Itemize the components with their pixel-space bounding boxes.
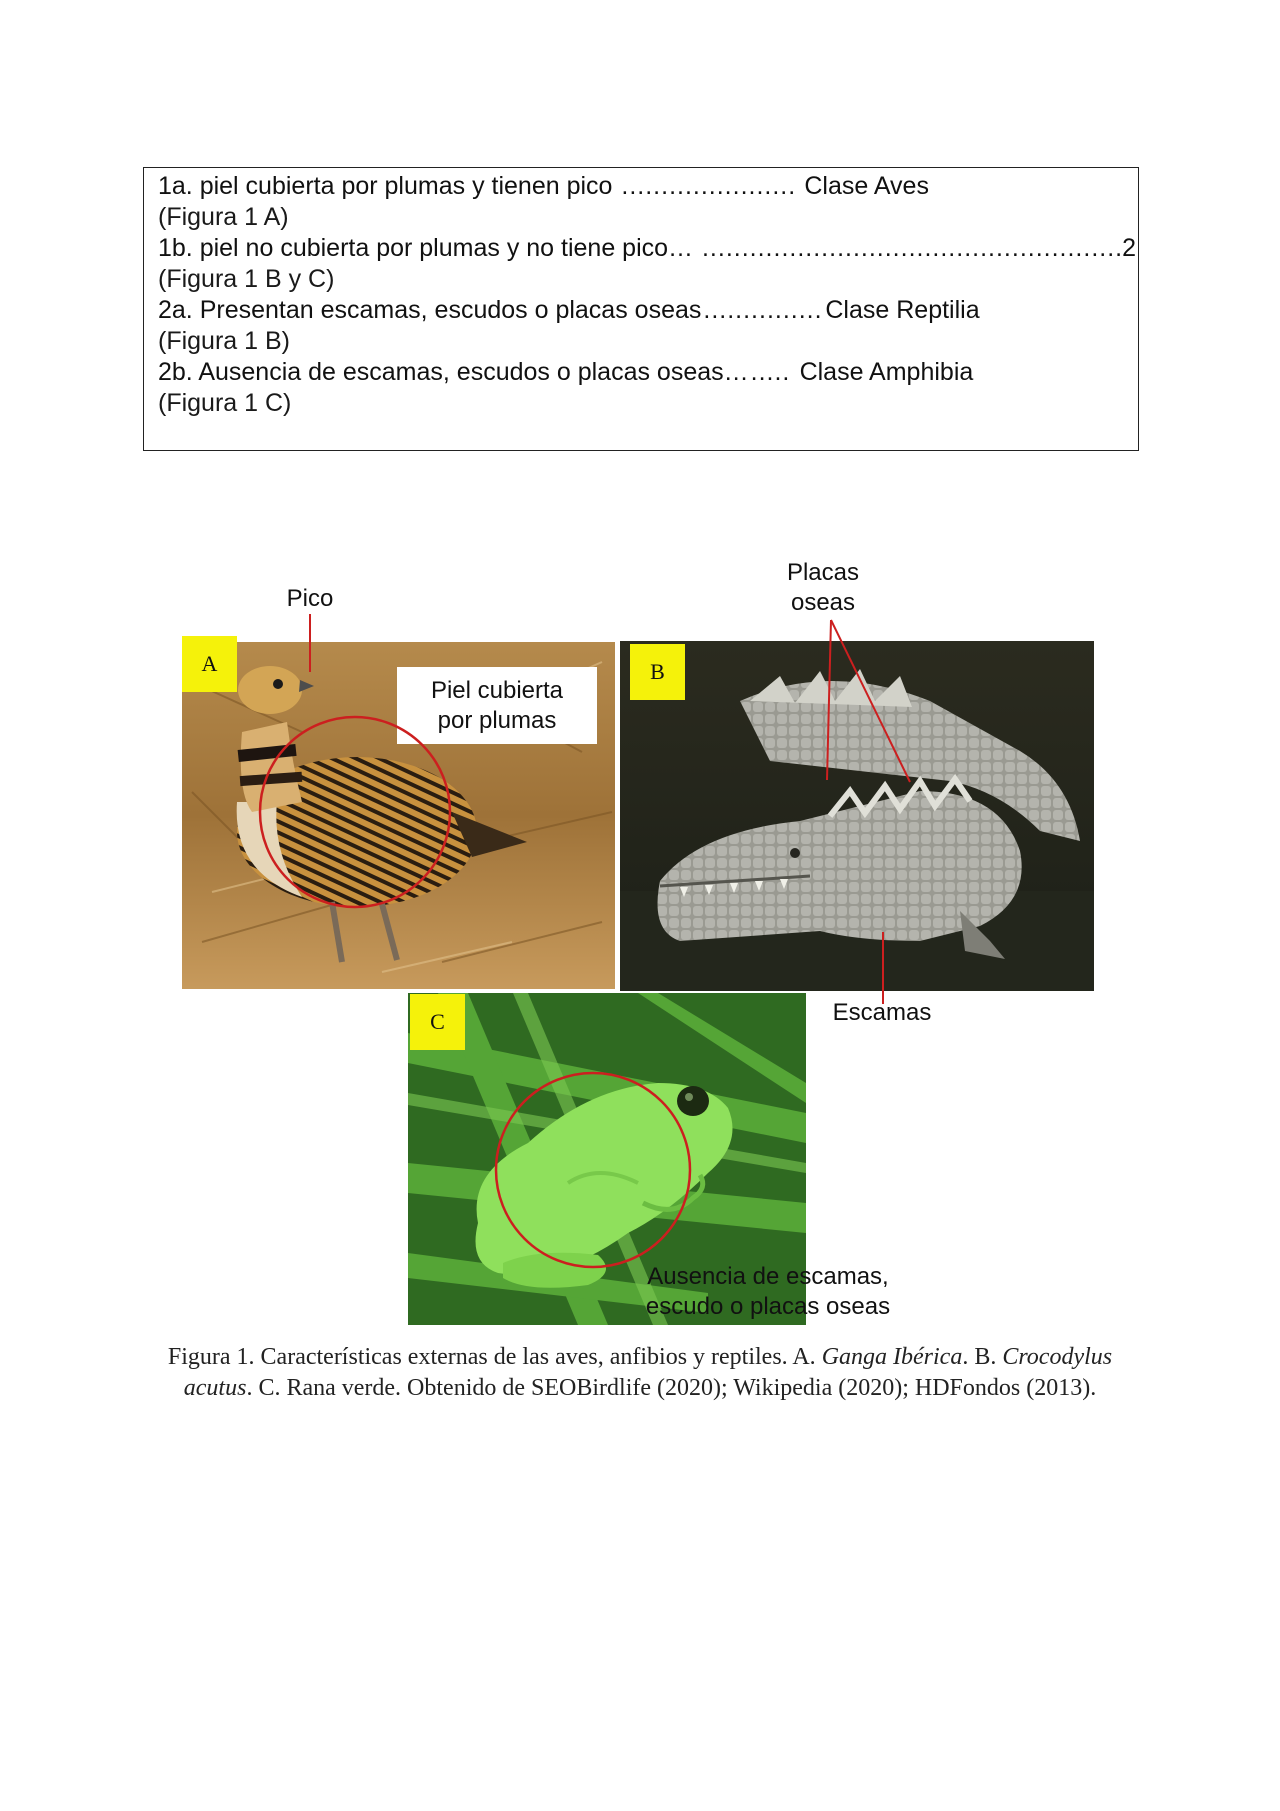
label-escamas: Escamas xyxy=(832,999,932,1026)
caption-part1: Figura 1. Características externas de las aves, anfibios y reptiles. A. xyxy=(167,1344,822,1370)
key-1a-result: Clase Aves xyxy=(797,172,929,200)
caption-species-a: Ganga Ibérica xyxy=(821,1344,963,1370)
tag-c: C xyxy=(410,994,465,1050)
label-piel-line1: Piel cubierta xyxy=(430,676,564,704)
figure-caption xyxy=(150,1342,1130,1404)
key-2a-text: 2a. Presentan escamas, escudos o placas oseas xyxy=(158,296,702,324)
key-1a-ref: (Figura 1 A) xyxy=(158,203,289,231)
caption-species-b: Crocodylus acutus xyxy=(183,1344,1113,1401)
label-piel-cubierta xyxy=(397,667,597,744)
label-placas xyxy=(768,558,878,618)
key-2a-ref: (Figura 1 B) xyxy=(158,327,290,355)
key-1b-text: 1b. piel no cubierta por plumas y no tiene pico… xyxy=(158,234,700,262)
photo-b-crocodile xyxy=(620,641,1094,991)
key-2b-text: 2b. Ausencia de escamas, escudos o placas oseas… xyxy=(158,358,749,386)
tag-a: A xyxy=(182,636,237,692)
key-1b-ref: (Figura 1 B y C) xyxy=(158,265,335,293)
label-ausencia-line1: Ausencia de escamas, xyxy=(647,1263,889,1290)
label-placas-line1: Placas xyxy=(786,559,860,586)
crocodile-illustration xyxy=(620,641,1094,991)
tag-b: B xyxy=(630,644,685,700)
caption-part3: . C. Rana verde. Obtenido de SEOBirdlife (2020); Wikipedia (2020); HDFondos (2013). xyxy=(246,1375,1097,1401)
label-pico: Pico xyxy=(286,585,334,612)
key-2a-result: Clase Reptilia xyxy=(825,296,980,324)
key-2b-result: Clase Amphibia xyxy=(792,358,974,386)
key-2b-ref: (Figura 1 C) xyxy=(158,389,292,417)
key-1a-text: 1a. piel cubierta por plumas y tienen pico xyxy=(158,172,620,200)
key-1b-result: 2 xyxy=(1122,234,1136,262)
label-piel-line2: por plumas xyxy=(437,706,557,734)
label-ausencia-line2: escudo o placas oseas xyxy=(645,1293,891,1320)
label-ausencia xyxy=(628,1255,908,1329)
caption-part2: . B. xyxy=(962,1344,1003,1370)
label-placas-line2: oseas xyxy=(790,589,856,616)
